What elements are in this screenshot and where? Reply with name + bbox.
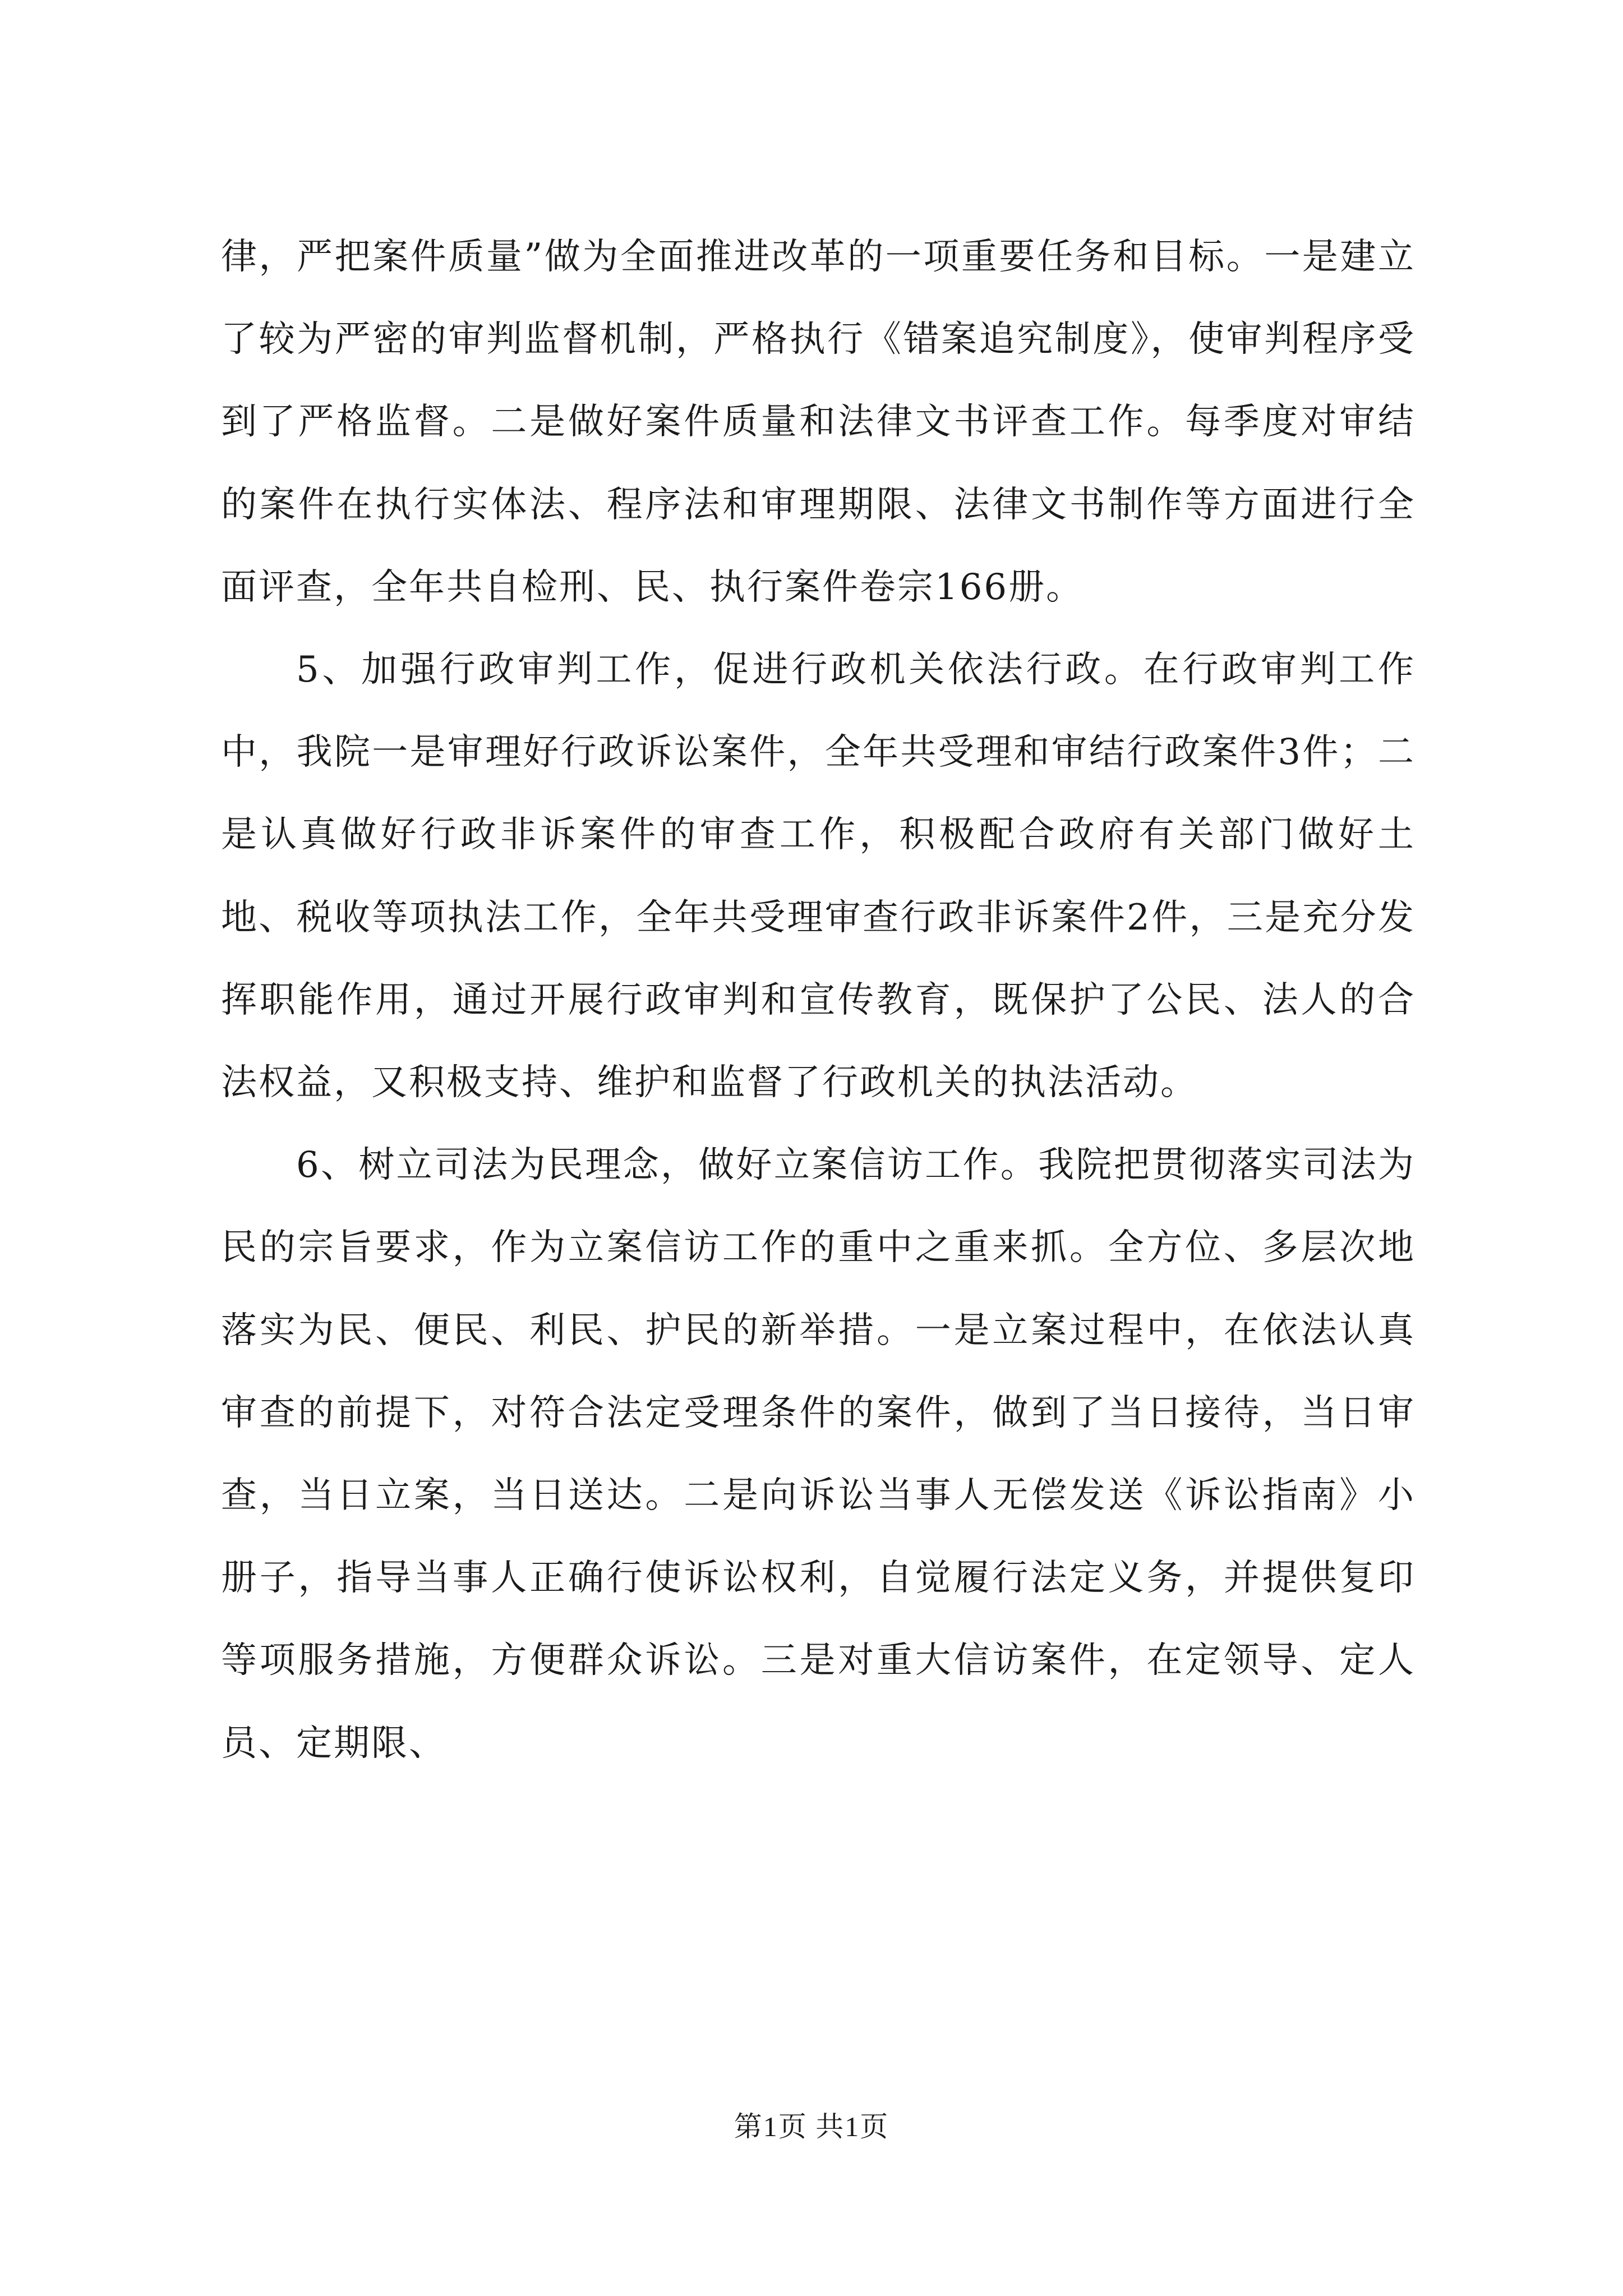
page-footer: 第1页 共1页 bbox=[734, 2111, 889, 2142]
paragraph-2: 5、加强行政审判工作，促进行政机关依法行政。在行政审判工作中，我院一是审理好行政诉讼案件，全年共受理和审结行政案件3件；二是认真做好行政非诉案件的审查工作，积极配合政府有关部门做好土地、税收等项执法工作，全年共受理审查行政非诉案件2件，三是充分发挥职能作用，通过开展行政审判和宣传教育，既保护了公民、法人的合法权益，又积极支持、维护和监督了行政机关的执法活动。 bbox=[221, 649, 1415, 1104]
paragraph-1: 律，严把案件质量”做为全面推进改革的一项重要任务和目标。一是建立了较为严密的审判监督机制，严格执行《错案追究制度》，使审判程序受到了严格监督。二是做好案件质量和法律文书评查工作。每季度对审结的案件在执行实体法、程序法和审理期限、法律文书制作等方面进行全面评查，全年共自检刑、民、执行案件卷宗166册。 bbox=[221, 236, 1415, 608]
document-body bbox=[221, 216, 1415, 1785]
paragraph-3: 6、树立司法为民理念，做好立案信访工作。我院把贯彻落实司法为民的宗旨要求，作为立案信访工作的重中之重来抓。全方位、多层次地落实为民、便民、利民、护民的新举措。一是立案过程中，在依法认真审查的前提下，对符合法定受理条件的案件，做到了当日接待，当日审查，当日立案，当日送达。二是向诉讼当事人无偿发送《诉讼指南》小册子，指导当事人正确行使诉讼权利，自觉履行法定义务，并提供复印等项服务措施，方便群众诉讼。三是对重大信访案件，在定领导、定人员、定期限、 bbox=[221, 1144, 1415, 1764]
